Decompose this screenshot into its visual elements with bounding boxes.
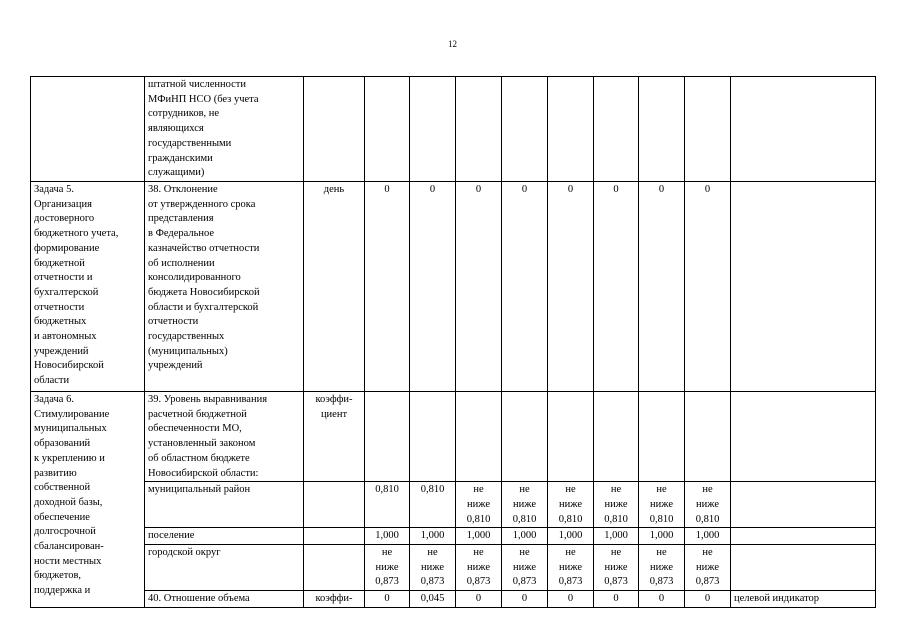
value-cell: не ниже 0,873 — [594, 545, 639, 591]
value-cell: 1,000 — [365, 528, 410, 545]
value-cell: 1,000 — [410, 528, 456, 545]
value-cell: 0 — [685, 182, 731, 392]
unit-cell — [304, 482, 365, 528]
note-cell: целевой индикатор — [731, 591, 876, 608]
value-cell — [410, 77, 456, 182]
value-cell: 1,000 — [594, 528, 639, 545]
value-cell — [639, 77, 685, 182]
value-cell: 0 — [639, 182, 685, 392]
indicators-table — [30, 76, 876, 608]
indicator-cell: штатной численности МФиНП НСО (без учета сотрудников, не являющихся государственными гражданскими служащими) — [145, 77, 304, 182]
value-cell — [685, 77, 731, 182]
value-cell: 1,000 — [685, 528, 731, 545]
task-cell: Задача 6. Стимулирование муниципальных образований к укреплению и развитию собственной доходной базы, обеспечение долгосрочной сбалансирован- ности местных бюджетов, поддержка и — [31, 392, 145, 608]
value-cell: 0 — [365, 591, 410, 608]
note-cell — [731, 182, 876, 392]
indicator-cell: 39. Уровень выравнивания расчетной бюджетной обеспеченности МО, установленный законом об областном бюджете Новосибирской области: — [145, 392, 304, 482]
note-cell — [731, 545, 876, 591]
table-row — [31, 591, 876, 608]
indicator-cell: муниципальный район — [145, 482, 304, 528]
table-row — [31, 482, 876, 528]
value-cell: не ниже 0,873 — [410, 545, 456, 591]
value-cell — [502, 77, 548, 182]
value-cell: 0 — [502, 591, 548, 608]
value-cell: 0,810 — [365, 482, 410, 528]
table-row — [31, 528, 876, 545]
value-cell: 1,000 — [456, 528, 502, 545]
value-cell: 0 — [456, 591, 502, 608]
value-cell: не ниже 0,810 — [502, 482, 548, 528]
value-cell: 1,000 — [639, 528, 685, 545]
value-cell: не ниже 0,873 — [456, 545, 502, 591]
table-row — [31, 182, 876, 392]
value-cell — [685, 392, 731, 482]
value-cell: 0,045 — [410, 591, 456, 608]
value-cell — [639, 392, 685, 482]
value-cell: не ниже 0,810 — [594, 482, 639, 528]
value-cell — [365, 77, 410, 182]
table-row — [31, 392, 876, 482]
table-row — [31, 545, 876, 591]
value-cell — [456, 77, 502, 182]
value-cell: 0 — [548, 182, 594, 392]
unit-cell: день — [304, 182, 365, 392]
value-cell: не ниже 0,810 — [639, 482, 685, 528]
indicator-cell: поселение — [145, 528, 304, 545]
value-cell: не ниже 0,810 — [456, 482, 502, 528]
value-cell: 0 — [548, 591, 594, 608]
value-cell — [502, 392, 548, 482]
task-cell: Задача 5. Организация достоверного бюджетного учета, формирование бюджетной отчетности и бухгалтерской отчетности бюджетных и автономных учреждений Новосибирской области — [31, 182, 145, 392]
value-cell: 0 — [594, 591, 639, 608]
note-cell — [731, 392, 876, 482]
page-number: 12 — [448, 39, 457, 49]
value-cell: не ниже 0,810 — [685, 482, 731, 528]
value-cell: 0 — [594, 182, 639, 392]
value-cell — [410, 392, 456, 482]
value-cell: 0 — [456, 182, 502, 392]
table-row — [31, 77, 876, 182]
unit-cell: коэффи- — [304, 591, 365, 608]
indicator-cell: 38. Отклонение от утвержденного срока представления в Федеральное казначейство отчетности об исполнении консолидированного бюджета Новосибирской области и бухгалтерской отчетности государственных (муниципальных) учреждений — [145, 182, 304, 392]
value-cell: не ниже 0,873 — [548, 545, 594, 591]
value-cell: 1,000 — [502, 528, 548, 545]
value-cell: не ниже 0,810 — [548, 482, 594, 528]
value-cell: не ниже 0,873 — [639, 545, 685, 591]
value-cell: не ниже 0,873 — [365, 545, 410, 591]
value-cell: 0,810 — [410, 482, 456, 528]
value-cell: 0 — [639, 591, 685, 608]
unit-cell — [304, 528, 365, 545]
value-cell: 0 — [502, 182, 548, 392]
value-cell: не ниже 0,873 — [502, 545, 548, 591]
value-cell — [548, 392, 594, 482]
value-cell — [594, 77, 639, 182]
value-cell — [365, 392, 410, 482]
indicator-cell: городской округ — [145, 545, 304, 591]
unit-cell — [304, 545, 365, 591]
value-cell — [594, 392, 639, 482]
value-cell: не ниже 0,873 — [685, 545, 731, 591]
value-cell: 1,000 — [548, 528, 594, 545]
indicator-cell: 40. Отношение объема — [145, 591, 304, 608]
value-cell: 0 — [410, 182, 456, 392]
value-cell: 0 — [365, 182, 410, 392]
task-cell — [31, 77, 145, 182]
value-cell: 0 — [685, 591, 731, 608]
note-cell — [731, 77, 876, 182]
unit-cell — [304, 77, 365, 182]
note-cell — [731, 482, 876, 528]
note-cell — [731, 528, 876, 545]
value-cell — [548, 77, 594, 182]
unit-cell: коэффи- циент — [304, 392, 365, 482]
value-cell — [456, 392, 502, 482]
